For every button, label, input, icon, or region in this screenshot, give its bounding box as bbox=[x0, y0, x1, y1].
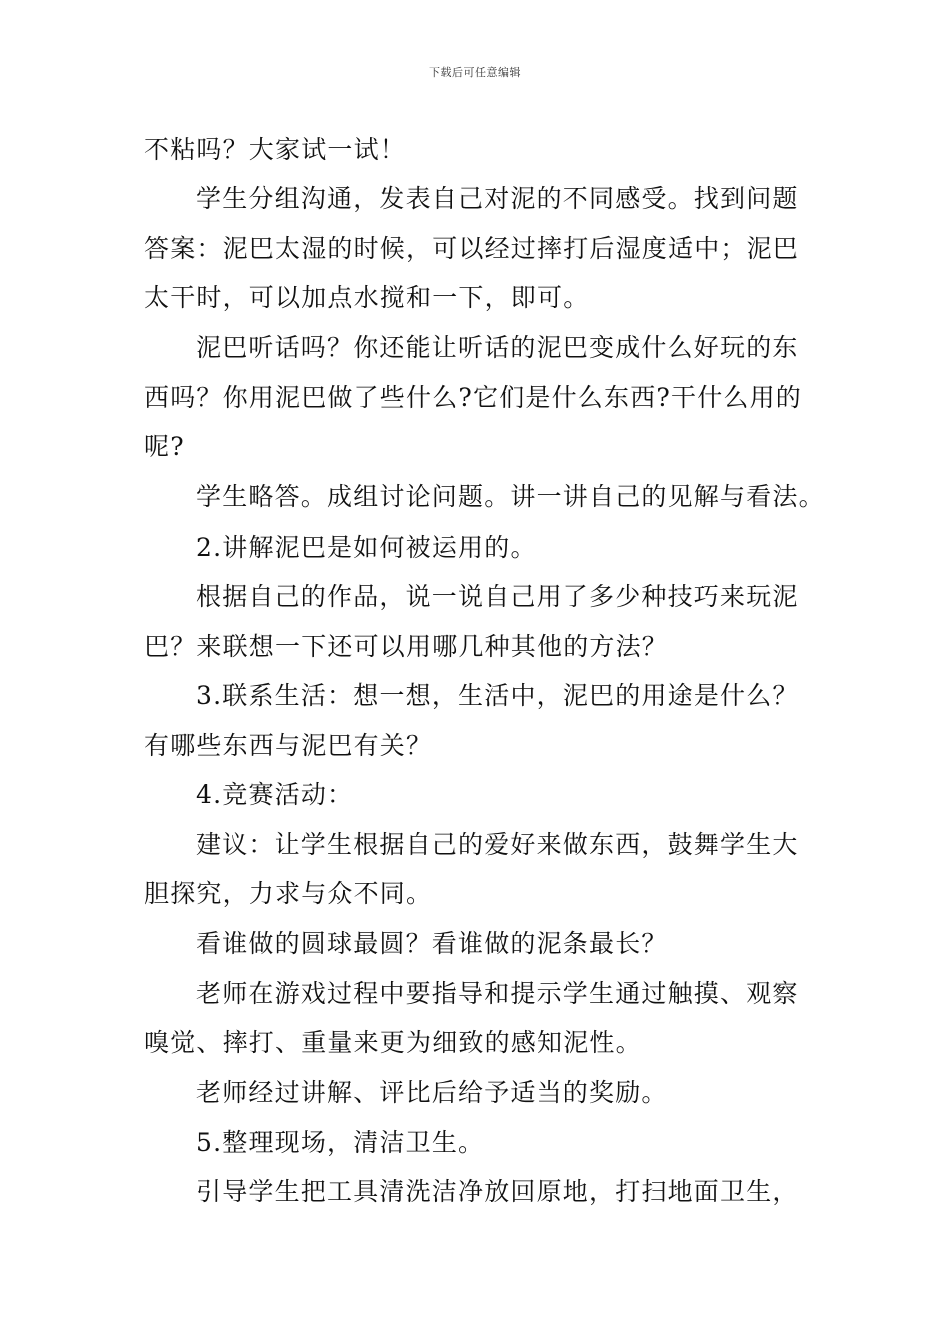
text-line-7: 呢? bbox=[144, 432, 185, 461]
text-line-17: 看谁做的圆球最圆？看谁做的泥条最长？ bbox=[196, 929, 668, 958]
text-line-10: 根据自己的作品，说一说自己用了多少种技巧来玩泥 bbox=[196, 582, 799, 611]
text-line-6: 西吗？你用泥巴做了些什么?它们是什么东西?干什么用的 bbox=[144, 383, 803, 412]
text-line-22: 引导学生把工具清洗洁净放回原地，打扫地面卫生， bbox=[196, 1177, 799, 1206]
text-line-11: 巴？来联想一下还可以用哪几种其他的方法？ bbox=[144, 632, 669, 661]
text-line-14: 4.竞赛活动： bbox=[196, 780, 354, 809]
text-line-13: 有哪些东西与泥巴有关？ bbox=[144, 731, 433, 760]
text-line-1: 不粘吗？大家试一试！ bbox=[144, 135, 407, 164]
text-line-18: 老师在游戏过程中要指导和提示学生通过触摸、观察 bbox=[196, 979, 799, 1008]
text-line-21: 5.整理现场，清洁卫生。 bbox=[196, 1128, 485, 1157]
page-header: 下载后可任意编辑 bbox=[429, 66, 521, 79]
text-line-2: 学生分组沟通，发表自己对泥的不同感受。找到问题 bbox=[196, 184, 799, 213]
text-line-19: 嗅觉、摔打、重量来更为细致的感知泥性。 bbox=[144, 1028, 642, 1057]
text-line-8: 学生略答。成组讨论问题。讲一讲自己的见解与看法。 bbox=[196, 482, 825, 511]
text-line-20: 老师经过讲解、评比后给予适当的奖励。 bbox=[196, 1078, 668, 1107]
text-line-9: 2.讲解泥巴是如何被运用的。 bbox=[196, 533, 537, 562]
text-line-4: 太干时，可以加点水搅和一下，即可。 bbox=[144, 283, 590, 312]
text-line-16: 胆探究，力求与众不同。 bbox=[144, 879, 433, 908]
text-line-12: 3.联系生活：想一想，生活中，泥巴的用途是什么？ bbox=[196, 681, 799, 710]
text-line-15: 建议：让学生根据自己的爱好来做东西，鼓舞学生大 bbox=[196, 830, 799, 859]
text-line-3: 答案：泥巴太湿的时候，可以经过摔打后湿度适中；泥巴 bbox=[144, 234, 800, 263]
text-line-5: 泥巴听话吗？你还能让听话的泥巴变成什么好玩的东 bbox=[196, 333, 799, 362]
